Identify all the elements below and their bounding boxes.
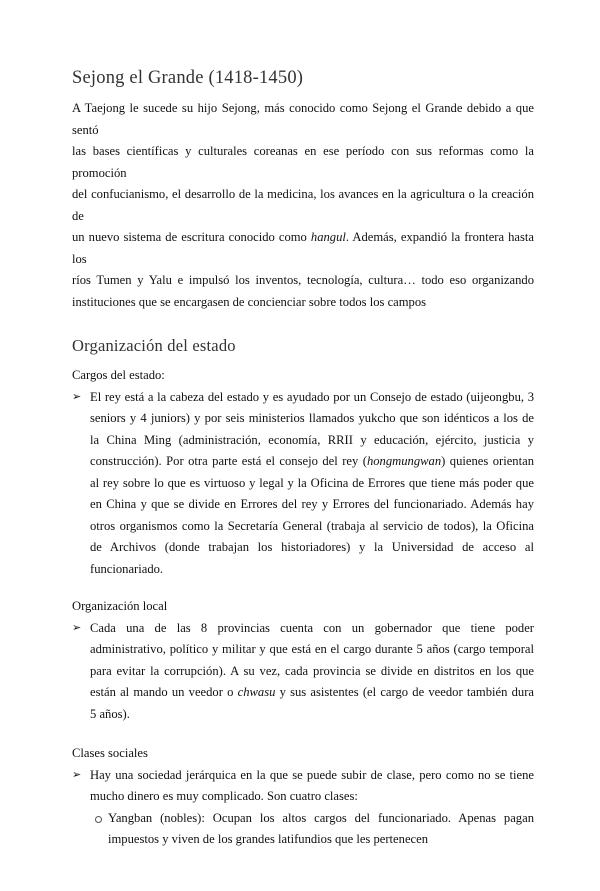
arrow-bullet-icon: ➢	[72, 621, 82, 634]
text-line: A Taejong le sucede su hijo Sejong, más conocido como Sejong el Grande debido a que sentó	[72, 101, 534, 137]
text-line: otros organismos como la Secretaría General (trabaja al servicio de todos), la Oficina	[90, 518, 534, 533]
local-label: Organización local	[72, 599, 168, 613]
text-line: un nuevo sistema de escritura conocido como hangul. Además, expandió la frontera hasta los	[72, 230, 535, 266]
text-line: del confucianismo, el desarrollo de la medicina, los avances en la agricultura o la creación de	[72, 187, 534, 223]
arrow-bullet-icon: ➢	[72, 390, 82, 403]
text-line: Hay una sociedad jerárquica en la que se puede subir de clase, pero como no se tiene	[90, 767, 534, 782]
text-line: la China Ming (administración, economía, RRII y educación, ejército, justicia y	[90, 432, 534, 447]
italic-term: hangul	[310, 230, 346, 244]
text-line: El rey está a la cabeza del estado y es ayudado por un Consejo de estado (uijeongbu, 3	[90, 389, 534, 404]
italic-term: chwasu	[237, 685, 276, 699]
text-line: seniors y 4 juniors) y por seis ministerios llamados yukcho que son idénticos a los de	[90, 411, 534, 425]
local-item	[72, 618, 534, 726]
arrow-bullet-icon: ➢	[72, 768, 82, 781]
circle-bullet-icon	[95, 816, 102, 823]
cargos-label: Cargos del estado:	[72, 368, 165, 382]
text-line: instituciones que se encargasen de concienciar sobre todos los campos	[72, 294, 427, 309]
text-line: al rey sobre lo que es virtuoso y legal y la Oficina de Errores que tiene más poder que	[90, 475, 534, 490]
section-title: Organización del estado	[72, 336, 236, 355]
cargos-item	[72, 387, 534, 581]
text-line: construcción). Por otra parte está el consejo del rey (hongmungwan) quienes orientan	[90, 454, 534, 468]
text-line: administrativo, político y militar y que está en el cargo durante 5 años (cargo temporal	[90, 642, 534, 656]
text-line: de Archivos (donde trabajan los historiadores) y la Universidad de acceso al	[90, 540, 534, 554]
yangban-item	[90, 808, 534, 851]
text-line: las bases científicas y culturales coreanas en ese período con sus reformas como la promoción	[72, 144, 534, 180]
clases-item	[72, 765, 534, 808]
text-line: en China y que se divide en Errores del rey y Errores del funcionariado. Además hay	[90, 497, 534, 511]
text-line: están al mando un veedor o chwasu y sus asistentes (el cargo de veedor también dura	[90, 685, 534, 699]
text-line: mucho dinero es muy complicado. Son cuatro clases:	[90, 789, 358, 803]
text-line: funcionariado.	[90, 561, 164, 576]
text-line: 5 años).	[90, 706, 130, 721]
text-line: impuestos y viven de los grandes latifundios que les pertenecen	[108, 832, 429, 846]
clases-paragraph	[90, 765, 534, 808]
yangban-paragraph	[108, 808, 534, 851]
italic-term: hongmungwan	[366, 454, 442, 468]
intro-paragraph	[72, 98, 534, 313]
text-line: ríos Tumen y Yalu e impulsó los inventos, tecnología, cultura… todo eso organizando	[72, 273, 534, 287]
local-paragraph	[90, 618, 534, 726]
text-line: Cada una de las 8 provincias cuenta con un gobernador que tiene poder	[90, 620, 534, 635]
clases-label: Clases sociales	[72, 746, 148, 760]
text-line: para evitar la corrupción). A su vez, cada provincia se divide en distritos en los que	[90, 663, 534, 678]
page-title: Sejong el Grande (1418-1450)	[72, 68, 304, 88]
text-line: Yangban (nobles): Ocupan los altos cargos del funcionariado. Apenas pagan	[108, 810, 534, 825]
cargos-paragraph	[90, 387, 534, 581]
